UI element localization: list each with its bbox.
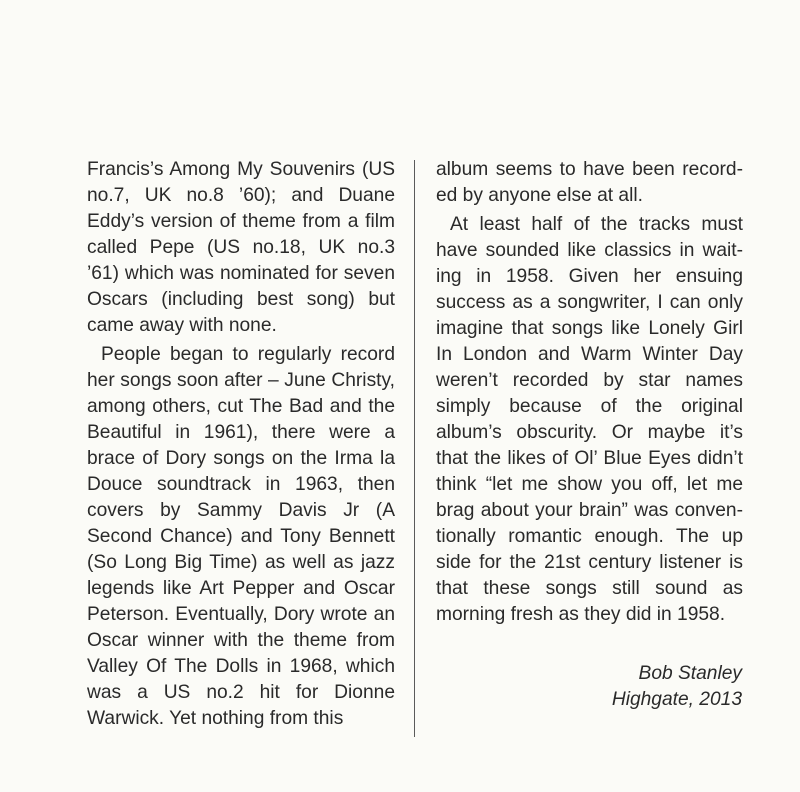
place-and-year: Highgate, 2013 — [611, 689, 742, 710]
column-divider — [414, 160, 415, 737]
right-text-column — [436, 157, 743, 628]
paragraph-covers: People began to regularly record her songs soon after – June Christy, among others, cut The Bad and the Beautiful in 1961), there were a brace of Dory songs on the Irma la Douce soundtrack in 1963, then covers by Sammy Davis Jr (A Second Chance) and Tony Bennett (So Long Big Time) as well as jazz legends like Art Pepper and Oscar Peterson. Eventually, Dory wrote an Oscar winner with the theme from Valley Of The Dolls in 1968, which was a US no.2 hit for Dionne Warwick. Yet nothing from this — [87, 344, 395, 729]
left-text-column — [87, 157, 395, 732]
paragraph-continuation: Francis’s Among My Souvenirs (US no.7, UK no.8 ’60); and Duane Eddy’s version of theme from a film called Pepe (US no.18, UK no.3 ’61) which was nominated for seven Oscars (including best song) but came away with none. — [87, 159, 395, 336]
paragraph-tracks: At least half of the tracks must have sounded like classics in waiting in 1958. Given her ensuing success as a songwriter, I can only imagine that songs like Lonely Girl In London and Warm Winter Day weren’t recorded by star names simply because of the original album’s obscurity. Or maybe it’s that the likes of Ol’ Blue Eyes didn’t think “let me show you off, let me brag about your brain” was conventionally romantic enough. The up side for the 21st century listener is that these songs still sound as morning fresh as they did in 1958. — [436, 214, 743, 625]
signoff — [612, 661, 742, 713]
author-name: Bob Stanley — [638, 663, 742, 684]
paragraph-album-continuation: album seems to have been recorded by anyone else at all. — [436, 159, 743, 206]
